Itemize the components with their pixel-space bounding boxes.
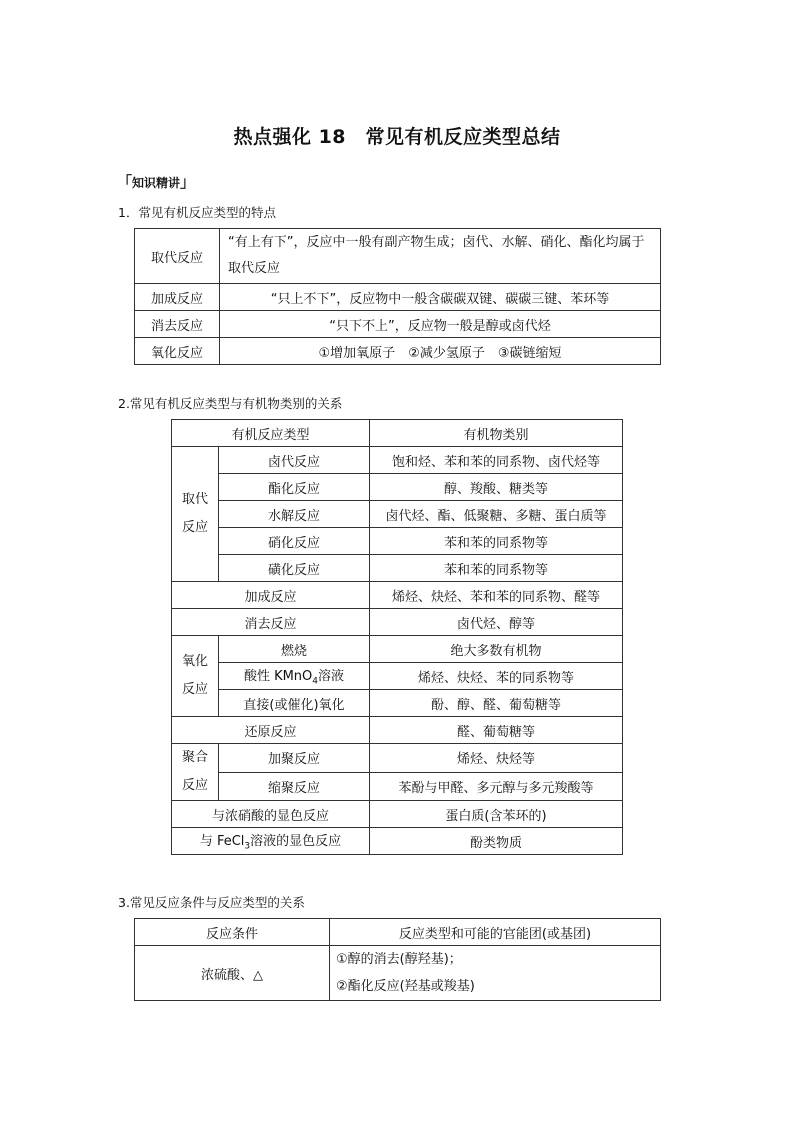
compound-class-cell: 烯烃、炔烃、苯和苯的同系物、醛等 xyxy=(370,582,623,609)
group-cell-substitution: 取代反应 xyxy=(172,447,219,582)
reaction-type-line: ①醇的消去(醇羟基)； xyxy=(336,952,462,967)
reaction-type-cell: 取代反应 xyxy=(135,229,220,284)
reaction-name-cell: 与 FeCl$_3$溶液的显色反应 xyxy=(172,828,370,855)
column-header: 反应类型和可能的官能团(或基团) xyxy=(330,919,661,946)
compound-class-cell: 苯酚与甲醛、多元醇与多元羧酸等 xyxy=(370,772,623,801)
compound-class-cell: 绝大多数有机物 xyxy=(370,636,623,663)
reaction-features-table xyxy=(134,228,661,365)
compound-class-cell: 醇、羧酸、糖类等 xyxy=(370,474,623,501)
table-row xyxy=(172,636,623,663)
table-row xyxy=(172,609,623,636)
group-cell-oxidation: 氧化反应 xyxy=(172,636,219,717)
compound-class-cell: 醛、葡萄糖等 xyxy=(370,717,623,744)
reaction-name-cell: 加成反应 xyxy=(172,582,370,609)
compound-class-cell: 蛋白质(含苯环的) xyxy=(370,801,623,828)
table-row xyxy=(172,801,623,828)
reaction-name-cell: 缩聚反应 xyxy=(219,772,370,801)
compound-class-cell: 卤代烃、醇等 xyxy=(370,609,623,636)
table-row xyxy=(135,311,661,338)
table-row xyxy=(172,663,623,690)
page-title: 热点强化 18 常见有机反应类型总结 xyxy=(233,126,561,148)
table-header-row xyxy=(135,919,661,946)
reaction-name-cell: 加聚反应 xyxy=(219,744,370,773)
table-row xyxy=(135,284,661,311)
reaction-name-cell: 消去反应 xyxy=(172,609,370,636)
table-row xyxy=(135,946,661,1001)
section1-heading: 1．常见有机反应类型的特点 xyxy=(118,205,276,220)
compound-class-cell: 卤代烃、酯、低聚糖、多糖、蛋白质等 xyxy=(370,501,623,528)
section-badge: 「知识精讲」 xyxy=(117,173,196,191)
compound-class-cell: 烯烃、炔烃等 xyxy=(370,744,623,773)
reaction-name-cell: 直接(或催化)氧化 xyxy=(219,690,370,717)
table-row xyxy=(135,338,661,365)
compound-class-cell: 饱和烃、苯和苯的同系物、卤代烃等 xyxy=(370,447,623,474)
compound-class-cell: 苯和苯的同系物等 xyxy=(370,528,623,555)
table-row xyxy=(172,447,623,474)
compound-class-cell: 酚、醇、醛、葡萄糖等 xyxy=(370,690,623,717)
table-header-row xyxy=(172,420,623,447)
reaction-desc-cell: ①增加氧原子 ②减少氢原子 ③碳链缩短 xyxy=(220,338,661,365)
reaction-name-cell: 酸性 KMnO$_4$溶液 xyxy=(219,663,370,690)
table-row xyxy=(172,474,623,501)
reaction-name-cell: 酯化反应 xyxy=(219,474,370,501)
reaction-name-cell: 卤代反应 xyxy=(219,447,370,474)
condition-cell: 浓硫酸、△ xyxy=(135,946,330,1001)
reaction-name-cell: 磺化反应 xyxy=(219,555,370,582)
badge-label: 知识精讲 xyxy=(132,176,181,190)
compound-class-cell: 酚类物质 xyxy=(370,828,623,855)
reaction-name-cell: 还原反应 xyxy=(172,717,370,744)
table-row xyxy=(172,772,623,801)
reaction-name-cell: 水解反应 xyxy=(219,501,370,528)
column-header: 反应条件 xyxy=(135,919,330,946)
table-row xyxy=(172,828,623,855)
column-header: 有机反应类型 xyxy=(172,420,370,447)
table-row xyxy=(172,501,623,528)
section2-heading: 2.常见有机反应类型与有机物类别的关系 xyxy=(118,396,343,411)
table-row xyxy=(172,528,623,555)
compound-class-cell: 苯和苯的同系物等 xyxy=(370,555,623,582)
table-row xyxy=(172,690,623,717)
reaction-desc-cell: “只上不下”，反应物中一般含碳碳双键、碳碳三键、苯环等 xyxy=(220,284,661,311)
compound-class-cell: 烯烃、炔烃、苯的同系物等 xyxy=(370,663,623,690)
reaction-name-cell: 燃烧 xyxy=(219,636,370,663)
reaction-type-cell: 加成反应 xyxy=(135,284,220,311)
table-row xyxy=(172,717,623,744)
section3-heading: 3.常见反应条件与反应类型的关系 xyxy=(118,895,305,910)
reaction-desc-cell: “有上有下”，反应中一般有副产物生成；卤代、水解、硝化、酯化均属于取代反应 xyxy=(220,229,661,284)
condition-table xyxy=(134,918,661,1001)
reaction-desc-cell: “只下不上”，反应物一般是醇或卤代烃 xyxy=(220,311,661,338)
reaction-name-cell: 与浓硝酸的显色反应 xyxy=(172,801,370,828)
column-header: 有机物类别 xyxy=(370,420,623,447)
reaction-type-cell: 氧化反应 xyxy=(135,338,220,365)
reaction-type-line: ②酯化反应(羟基或羧基) xyxy=(336,979,475,994)
table-row xyxy=(172,555,623,582)
group-cell-polymerization: 聚合反应 xyxy=(172,744,219,801)
reaction-class-table xyxy=(171,419,623,855)
table-row xyxy=(135,229,661,284)
reaction-type-cell: 消去反应 xyxy=(135,311,220,338)
reaction-type-cell xyxy=(330,946,661,1001)
table-row xyxy=(172,582,623,609)
table-row xyxy=(172,744,623,773)
reaction-name-cell: 硝化反应 xyxy=(219,528,370,555)
